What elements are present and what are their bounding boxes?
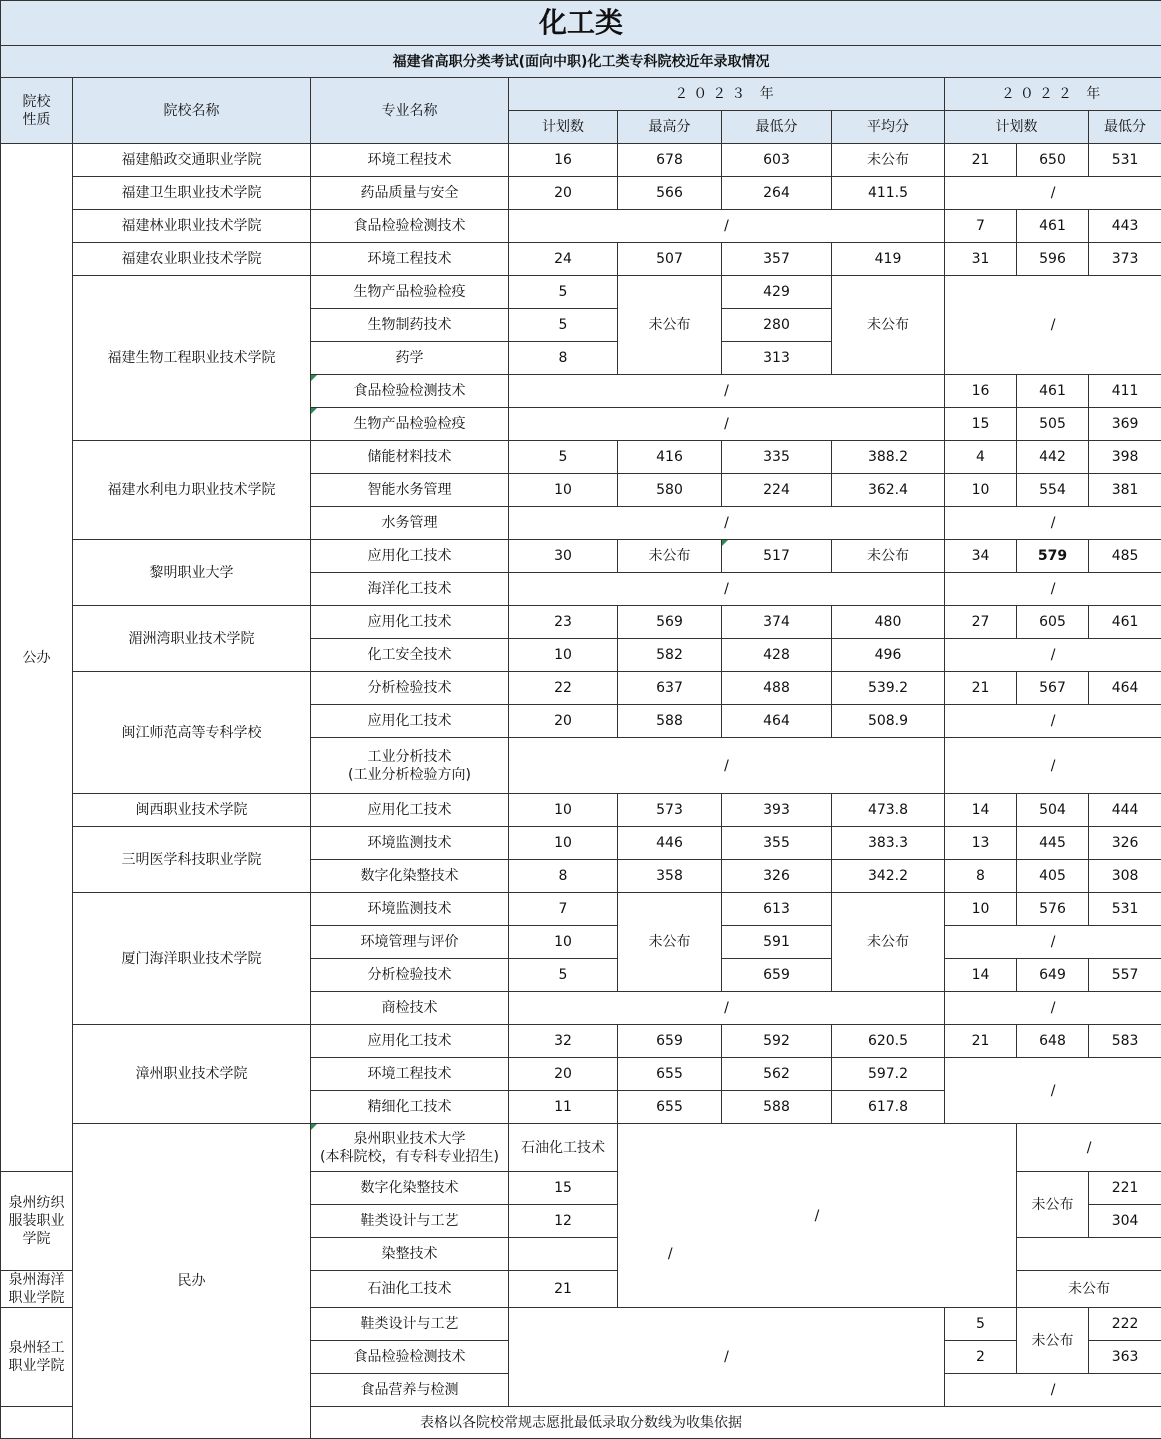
plan-2022: 21 <box>945 672 1017 705</box>
major-name: 工业分析技术 (工业分析检验方向) <box>311 738 509 794</box>
no-data-2023: / <box>509 408 945 441</box>
no-data-2023: / <box>509 992 945 1025</box>
min-2023: 428 <box>722 639 832 672</box>
no-data-2022: / <box>945 926 1161 959</box>
plan-2023: 5 <box>509 309 618 342</box>
min-2022: 461 <box>1089 606 1161 639</box>
avg-2023: 未公布 <box>832 276 945 375</box>
major-name: 石油化工技术 <box>311 1271 509 1308</box>
no-data-2022: / <box>945 573 1161 606</box>
plan-2022: 14 <box>945 794 1017 827</box>
min-2022: 583 <box>1089 1025 1161 1058</box>
no-data-2022: / <box>1017 1124 1161 1172</box>
footer-note: 表格以各院校常规志愿批最低录取分数线为收集依据 <box>1 1407 1161 1439</box>
major-name: 鞋类设计与工艺 <box>311 1205 509 1238</box>
min-2022: 369 <box>1089 408 1161 441</box>
header-major: 专业名称 <box>311 78 509 144</box>
header-year-2022: ２０２２ 年 <box>945 78 1161 111</box>
min-2023: 517 <box>722 540 832 573</box>
max-2023: 未公布 <box>618 276 722 375</box>
max-2023: 446 <box>618 827 722 860</box>
plan-2022: 4 <box>945 441 1017 474</box>
max-2022: 405 <box>1017 860 1089 893</box>
plan-2022: 16 <box>945 375 1017 408</box>
avg-2023: 383.3 <box>832 827 945 860</box>
major-name: 药品质量与安全 <box>311 177 509 210</box>
max-2022: 461 <box>1017 210 1089 243</box>
min-2023: 374 <box>722 606 832 639</box>
nature-private: 民办 <box>73 1124 311 1439</box>
no-data-2023: / <box>618 1124 1017 1308</box>
min-2022: 381 <box>1089 474 1161 507</box>
major-name: 化工安全技术 <box>311 639 509 672</box>
major-name: 生物产品检验检疫 <box>311 408 509 441</box>
plan-2023: 23 <box>509 606 618 639</box>
no-data-2022: / <box>945 992 1161 1025</box>
max-2023: 未公布 <box>618 893 722 992</box>
major-name: 储能材料技术 <box>311 441 509 474</box>
max-2023: 416 <box>618 441 722 474</box>
major-name: 应用化工技术 <box>311 794 509 827</box>
major-name: 生物产品检验检疫 <box>311 276 509 309</box>
plan-2022: 2 <box>945 1341 1017 1374</box>
min-2023: 313 <box>722 342 832 375</box>
no-data-2023: / <box>509 507 945 540</box>
min-2023: 659 <box>722 959 832 992</box>
plan-2022: 7 <box>945 210 1017 243</box>
table-row <box>1 893 1161 926</box>
table-row <box>1 827 1161 860</box>
plan-2022: 14 <box>945 959 1017 992</box>
plan-2023: 10 <box>509 794 618 827</box>
plan-2022: 21 <box>945 1025 1017 1058</box>
page-title: 化工类 <box>1 1 1161 46</box>
min-2023: 264 <box>722 177 832 210</box>
header-2023-min: 最低分 <box>722 111 832 144</box>
min-2022: 221 <box>1089 1172 1161 1205</box>
min-2022: 531 <box>1089 893 1161 926</box>
major-name: 食品检验检测技术 <box>311 1341 509 1374</box>
no-data-2022: / <box>945 276 1161 375</box>
plan-2022: 15 <box>509 1172 618 1205</box>
max-2022: 650 <box>1017 144 1089 177</box>
avg-2023: 未公布 <box>832 540 945 573</box>
min-2022: 326 <box>1089 827 1161 860</box>
no-data-2022: / <box>945 177 1161 210</box>
avg-2023: 未公布 <box>832 893 945 992</box>
plan-2023: 32 <box>509 1025 618 1058</box>
plan-2022: 27 <box>945 606 1017 639</box>
plan-2023: 10 <box>509 639 618 672</box>
avg-2023: 419 <box>832 243 945 276</box>
major-name: 智能水务管理 <box>311 474 509 507</box>
plan-2023: 10 <box>509 926 618 959</box>
major-name: 环境工程技术 <box>311 144 509 177</box>
max-2022: 461 <box>1017 375 1089 408</box>
major-name: 分析检验技术 <box>311 672 509 705</box>
plan-2022: 15 <box>945 408 1017 441</box>
plan-2023: 7 <box>509 893 618 926</box>
min-2022: 373 <box>1089 243 1161 276</box>
school-name: 福建船政交通职业学院 <box>73 144 311 177</box>
plan-2023: 5 <box>509 276 618 309</box>
max-2022: 579 <box>1017 540 1089 573</box>
min-2022: 444 <box>1089 794 1161 827</box>
max-2022: 442 <box>1017 441 1089 474</box>
major-name: 环境监测技术 <box>311 893 509 926</box>
max-2022: 649 <box>1017 959 1089 992</box>
no-data-2023: / <box>509 738 945 794</box>
max-2022: 567 <box>1017 672 1089 705</box>
school-name: 闽江师范高等专科学校 <box>73 672 311 794</box>
major-name: 环境工程技术 <box>311 1058 509 1091</box>
max-2022: 未公布 <box>1017 1308 1089 1374</box>
avg-2023: 362.4 <box>832 474 945 507</box>
max-2023: 659 <box>618 1025 722 1058</box>
school-name: 漳州职业技术学院 <box>73 1025 311 1124</box>
min-2022: 308 <box>1089 860 1161 893</box>
no-data-2023: / <box>509 375 945 408</box>
min-2023: 280 <box>722 309 832 342</box>
plan-2022: 21 <box>509 1271 618 1308</box>
major-name: 应用化工技术 <box>311 540 509 573</box>
min-2022: 531 <box>1089 144 1161 177</box>
min-2022: 485 <box>1089 540 1161 573</box>
no-data-2022: / <box>945 639 1161 672</box>
school-name: 泉州纺织服装职业学院 <box>1 1172 73 1271</box>
min-2023: 326 <box>722 860 832 893</box>
max-2023: 655 <box>618 1058 722 1091</box>
plan-2022: 13 <box>945 827 1017 860</box>
min-2023: 592 <box>722 1025 832 1058</box>
max-2022: 596 <box>1017 243 1089 276</box>
no-data-2022: / <box>945 738 1161 794</box>
table-row <box>1 210 1161 243</box>
major-name: 生物制药技术 <box>311 309 509 342</box>
major-name: 数字化染整技术 <box>311 860 509 893</box>
major-name: 环境工程技术 <box>311 243 509 276</box>
header-2023-plan: 计划数 <box>509 111 618 144</box>
min-2023: 464 <box>722 705 832 738</box>
plan-2022: 8 <box>945 860 1017 893</box>
avg-2023: 597.2 <box>832 1058 945 1091</box>
min-2023: 603 <box>722 144 832 177</box>
max-2023: 507 <box>618 243 722 276</box>
school-name: 黎明职业大学 <box>73 540 311 606</box>
plan-2023: 8 <box>509 860 618 893</box>
max-2023: 573 <box>618 794 722 827</box>
max-2023: 580 <box>618 474 722 507</box>
max-2022: 505 <box>1017 408 1089 441</box>
plan-2023: 10 <box>509 827 618 860</box>
major-name: 环境监测技术 <box>311 827 509 860</box>
no-data-2023: / <box>509 573 945 606</box>
max-2023: 588 <box>618 705 722 738</box>
avg-2023: 617.8 <box>832 1091 945 1124</box>
max-2022: 445 <box>1017 827 1089 860</box>
avg-2023: 411.5 <box>832 177 945 210</box>
plan-2023: 16 <box>509 144 618 177</box>
min-2022: 304 <box>1089 1205 1161 1238</box>
max-2023: 582 <box>618 639 722 672</box>
no-data-2023: / <box>509 1308 945 1407</box>
min-2023: 335 <box>722 441 832 474</box>
school-name: 泉州海洋职业学院 <box>1 1271 73 1308</box>
min-2023: 357 <box>722 243 832 276</box>
no-data-2022: / <box>945 1374 1161 1407</box>
plan-2023: 5 <box>509 959 618 992</box>
plan-2023: 8 <box>509 342 618 375</box>
plan-2022: 5 <box>945 1308 1017 1341</box>
min-2023: 429 <box>722 276 832 309</box>
avg-2023: 620.5 <box>832 1025 945 1058</box>
table-row <box>1 243 1161 276</box>
major-name: 应用化工技术 <box>311 705 509 738</box>
min-2023: 488 <box>722 672 832 705</box>
header-year-2023: ２０２３ 年 <box>509 78 945 111</box>
max-2023: 566 <box>618 177 722 210</box>
table-row <box>1 276 1161 309</box>
plan-2022: 10 <box>945 474 1017 507</box>
school-name: 福建林业职业技术学院 <box>73 210 311 243</box>
min-2022: 443 <box>1089 210 1161 243</box>
min-2022: 464 <box>1089 672 1161 705</box>
school-name: 闽西职业技术学院 <box>73 794 311 827</box>
min-2023: 224 <box>722 474 832 507</box>
major-name: 数字化染整技术 <box>311 1172 509 1205</box>
no-data-2022: / <box>945 507 1161 540</box>
school-name: 湄洲湾职业技术学院 <box>73 606 311 672</box>
min-2022: 363 <box>1089 1341 1161 1374</box>
table-row <box>1 606 1161 639</box>
max-2022: 576 <box>1017 893 1089 926</box>
header-2023-max: 最高分 <box>618 111 722 144</box>
nature-public: 公办 <box>1 144 73 1172</box>
major-name: 分析检验技术 <box>311 959 509 992</box>
min-2022: 222 <box>1089 1308 1161 1341</box>
table-row <box>1 1124 1161 1172</box>
max-2023: 569 <box>618 606 722 639</box>
scores-2022: 未公布 <box>1017 1271 1161 1308</box>
max-2022: 554 <box>1017 474 1089 507</box>
table-row <box>1 540 1161 573</box>
min-2023: 613 <box>722 893 832 926</box>
school-name: 厦门海洋职业技术学院 <box>73 893 311 1025</box>
major-name: 应用化工技术 <box>311 606 509 639</box>
plan-2022: 21 <box>945 144 1017 177</box>
avg-2023: 539.2 <box>832 672 945 705</box>
max-2022: 504 <box>1017 794 1089 827</box>
plan-2023: 5 <box>509 441 618 474</box>
avg-2023: 496 <box>832 639 945 672</box>
no-data-2022: / <box>509 1238 832 1271</box>
max-2023: 655 <box>618 1091 722 1124</box>
school-name: 三明医学科技职业学院 <box>73 827 311 893</box>
plan-2022: 34 <box>945 540 1017 573</box>
major-name: 应用化工技术 <box>311 1025 509 1058</box>
no-data-2023: / <box>509 210 945 243</box>
max-2023: 678 <box>618 144 722 177</box>
major-name: 水务管理 <box>311 507 509 540</box>
plan-2022: 10 <box>945 893 1017 926</box>
avg-2023: 342.2 <box>832 860 945 893</box>
table-row <box>1 672 1161 705</box>
min-2022: 411 <box>1089 375 1161 408</box>
plan-2023: 20 <box>509 705 618 738</box>
min-2023: 562 <box>722 1058 832 1091</box>
plan-2023: 11 <box>509 1091 618 1124</box>
school-name: 福建卫生职业技术学院 <box>73 177 311 210</box>
avg-2023: 473.8 <box>832 794 945 827</box>
major-name: 食品营养与检测 <box>311 1374 509 1407</box>
avg-2023: 388.2 <box>832 441 945 474</box>
min-2023: 588 <box>722 1091 832 1124</box>
min-2022: 398 <box>1089 441 1161 474</box>
header-school: 院校名称 <box>73 78 311 144</box>
major-name: 染整技术 <box>311 1238 509 1271</box>
max-2022: 605 <box>1017 606 1089 639</box>
school-name: 福建农业职业技术学院 <box>73 243 311 276</box>
max-2023: 358 <box>618 860 722 893</box>
major-name: 食品检验检测技术 <box>311 210 509 243</box>
max-2023: 637 <box>618 672 722 705</box>
max-2023: 未公布 <box>618 540 722 573</box>
school-name: 福建水利电力职业技术学院 <box>73 441 311 540</box>
max-2022: 648 <box>1017 1025 1089 1058</box>
table-row <box>1 794 1161 827</box>
plan-2023: 10 <box>509 474 618 507</box>
major-name: 鞋类设计与工艺 <box>311 1308 509 1341</box>
avg-2023: 480 <box>832 606 945 639</box>
table-row <box>1 144 1161 177</box>
plan-2023: 30 <box>509 540 618 573</box>
major-name: 商检技术 <box>311 992 509 1025</box>
avg-2023: 508.9 <box>832 705 945 738</box>
header-nature: 院校 性质 <box>1 78 73 144</box>
major-name: 环境管理与评价 <box>311 926 509 959</box>
table-row <box>1 441 1161 474</box>
header-2023-avg: 平均分 <box>832 111 945 144</box>
no-data-2022: / <box>945 705 1161 738</box>
plan-2022: 12 <box>509 1205 618 1238</box>
avg-2023: 未公布 <box>832 144 945 177</box>
plan-2023: 20 <box>509 177 618 210</box>
page-subtitle: 福建省高职分类考试(面向中职)化工类专科院校近年录取情况 <box>1 46 1161 78</box>
header-2022-min: 最低分 <box>1089 111 1161 144</box>
plan-2023: 24 <box>509 243 618 276</box>
major-name: 食品检验检测技术 <box>311 375 509 408</box>
major-name: 海洋化工技术 <box>311 573 509 606</box>
header-2022-plan: 计划数 <box>945 111 1089 144</box>
table-row <box>1 177 1161 210</box>
plan-2023: 20 <box>509 1058 618 1091</box>
max-2022: 未公布 <box>1017 1172 1089 1238</box>
school-name: 泉州轻工职业学院 <box>1 1308 73 1407</box>
min-2022: 557 <box>1089 959 1161 992</box>
plan-2023: 22 <box>509 672 618 705</box>
table-row <box>1 1025 1161 1058</box>
min-2023: 591 <box>722 926 832 959</box>
no-data-2022: / <box>945 1058 1161 1124</box>
plan-2022: 31 <box>945 243 1017 276</box>
school-name: 泉州职业技术大学 (本科院校，有专科专业招生) <box>311 1124 509 1172</box>
school-name: 福建生物工程职业技术学院 <box>73 276 311 441</box>
major-name: 精细化工技术 <box>311 1091 509 1124</box>
major-name: 药学 <box>311 342 509 375</box>
major-name: 石油化工技术 <box>509 1124 618 1172</box>
min-2023: 393 <box>722 794 832 827</box>
min-2023: 355 <box>722 827 832 860</box>
